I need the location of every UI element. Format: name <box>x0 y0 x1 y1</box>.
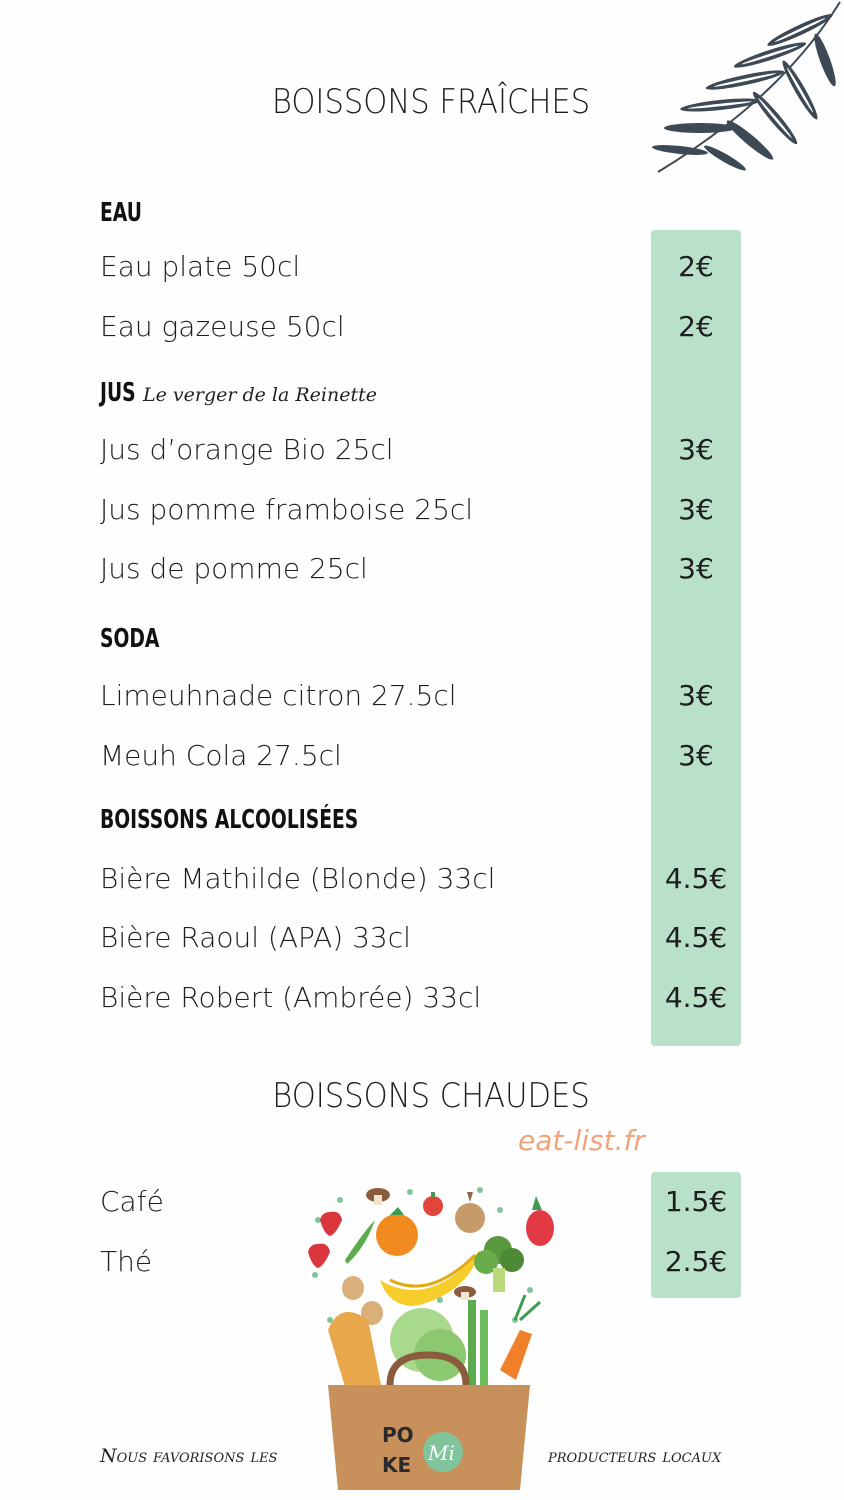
section-subtitle-jus: Le verger de la Reinette <box>143 384 378 406</box>
menu-item: Limeuhnade citron 27.5cl <box>100 679 457 712</box>
menu-price: 3€ <box>678 679 714 712</box>
menu-item: Bière Raoul (APA) 33cl <box>100 921 411 954</box>
menu-price: 2€ <box>678 250 714 283</box>
menu-price: 3€ <box>678 739 714 772</box>
menu-item: Bière Mathilde (Blonde) 33cl <box>100 862 496 895</box>
logo-po: PO <box>382 1423 414 1447</box>
section-title-alcool: BOISSONS ALCOOLISÉES <box>100 805 359 835</box>
menu-item: Eau plate 50cl <box>100 250 301 283</box>
menu-item: Jus de pomme 25cl <box>100 552 368 585</box>
section-title-soda: SODA <box>100 624 160 654</box>
footer-left: Nous favorisons les <box>100 1445 278 1467</box>
menu-price: 4.5€ <box>664 862 728 895</box>
menu-item: Meuh Cola 27.5cl <box>100 739 342 772</box>
menu-item: Bière Robert (Ambrée) 33cl <box>100 981 482 1014</box>
menu-item: Café <box>100 1185 164 1218</box>
logo-mi: Mi <box>428 1441 455 1465</box>
menu-price: 3€ <box>678 493 714 526</box>
menu-item: Thé <box>100 1245 153 1278</box>
section-title-jus: JUS <box>100 378 136 408</box>
logo-ke: KE <box>382 1453 412 1477</box>
menu-price: 2.5€ <box>664 1245 728 1278</box>
menu-price: 2€ <box>678 310 714 343</box>
section-title-eau: EAU <box>100 198 142 228</box>
footer-right: producteurs locaux <box>548 1445 722 1467</box>
menu-price: 3€ <box>678 433 714 466</box>
grocery-bag-illustration <box>300 1180 560 1500</box>
menu-item: Jus pomme framboise 25cl <box>100 493 474 526</box>
menu-item: Eau gazeuse 50cl <box>100 310 345 343</box>
menu-price: 4.5€ <box>664 921 728 954</box>
cold-drinks-title: BOISSONS FRAÎCHES <box>271 82 591 122</box>
menu-item: Jus d’orange Bio 25cl <box>100 433 394 466</box>
menu-price: 4.5€ <box>664 981 728 1014</box>
menu-price: 1.5€ <box>664 1185 728 1218</box>
watermark-text: eat-list.fr <box>518 1124 645 1157</box>
menu-price: 3€ <box>678 552 714 585</box>
hot-drinks-title: BOISSONS CHAUDES <box>272 1076 590 1116</box>
